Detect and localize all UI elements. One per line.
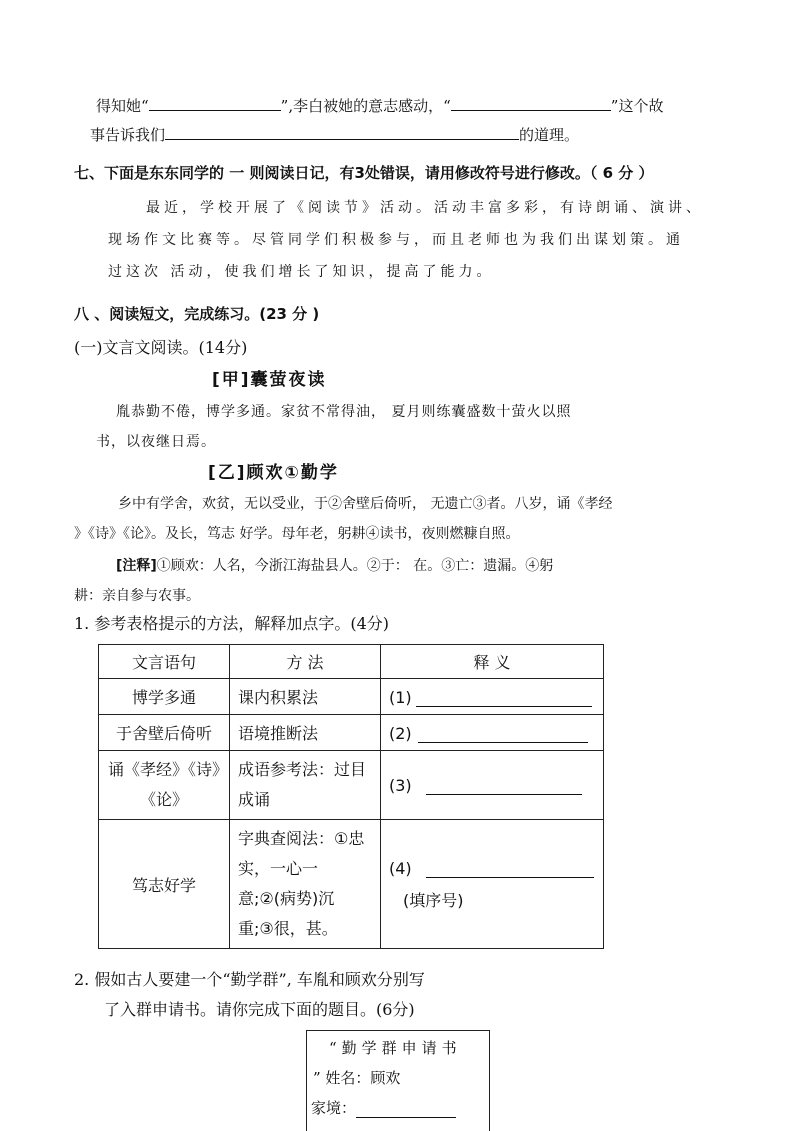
subquestion-2-prompt-line-1: 2. 假如古人要建一个“勤学群”, 车胤和顾欢分别写 [74,970,425,989]
table-row [99,820,604,949]
table-cell-answer: (1) [381,679,604,715]
annotation-label: [注释] [116,558,157,574]
answer-blank[interactable] [416,687,592,707]
table-row [99,679,604,715]
answer-blank[interactable] [426,858,594,878]
subquestion-1-prompt: 1. 参考表格提示的方法，解释加点字。(4分) [74,614,390,633]
application-form [306,1030,490,1131]
table-header: 方 法 [230,645,381,679]
answer-blank[interactable] [426,775,582,795]
reference-table [98,644,604,949]
diary-line-2: 现场作文比赛等。尽管同学们积极参与，而且老师也为我们出谋划策。通 [108,232,684,248]
table-cell-phrase: 博学多通 [99,679,230,715]
passage-jia-title: [甲]囊萤夜读 [212,370,327,390]
form-title: “勤学群申请书 [329,1039,462,1057]
passage-jia-line-1: 胤恭勤不倦，博学多通。家贫不常得油， 夏月则练囊盛数十萤火以照 [116,404,572,420]
section-1-heading: (一)文言文阅读。(14分) [74,338,248,357]
table-cell-method: 语境推断法 [230,715,381,751]
form-field-row [311,1097,456,1118]
table-row [99,751,604,820]
diary-line-1: 最近，学校开展了《阅读节》活动。活动丰富多彩，有诗朗诵、演讲、 [146,200,704,216]
table-header: 文言语句 [99,645,230,679]
answer-blank[interactable] [149,96,281,111]
answer-blank[interactable] [165,125,519,140]
answer-blank[interactable] [418,723,588,743]
answer-note: (填序号) [403,890,464,910]
form-field-input[interactable] [356,1099,456,1118]
table-cell-answer: (3) [381,751,604,820]
table-header: 释 义 [381,645,604,679]
table-cell-phrase: 于舍壁后倚听 [99,715,230,751]
diary-line-3: 过这次 活动，使我们增长了知识，提高了能力。 [108,264,495,280]
annotation-line-2: 耕：亲自参与农事。 [74,588,200,604]
question-8-title: 八 、阅读短文，完成练习。(23 分 ) [74,305,320,323]
table-row [99,715,604,751]
form-name-line: ” 姓名：顾欢 [313,1069,401,1087]
fill-line-1: 得知她“ ”,李白被她的意志感动，“ ”这个故 [96,97,664,115]
passage-yi-title: [乙]顾欢①勤学 [208,463,339,483]
passage-yi-line-1: 乡中有学舍，欢贫，无以受业，于②舍壁后倚听， 无遗亡③者。八岁，诵《孝经 [118,496,613,512]
table-cell-method: 成语参考法：过目成诵 [230,751,381,820]
form-field-label: 家境： [311,1099,357,1117]
table-cell-method: 课内积累法 [230,679,381,715]
table-cell-phrase: 笃志好学 [99,820,230,949]
table-cell-method: 字典查阅法：①忠实，一心一 意;②(病势)沉 重;③很，甚。 [230,820,381,949]
passage-jia-line-2: 书，以夜继日焉。 [96,434,216,450]
annotation-line-1: [注释]①顾欢：人名，今浙江海盐县人。②于： 在。③亡：遗漏。④躬 [116,558,554,574]
table-cell-answer: (4) (填序号) [381,820,604,949]
question-7-title: 七、下面是东东同学的 一 则阅读日记，有3处错误，请用修改符号进行修改。（ 6 分 ） [74,164,654,182]
table-cell-phrase: 诵《孝经》《诗》《论》 [99,751,230,820]
table-cell-answer: (2) [381,715,604,751]
table-header-row [99,645,604,679]
subquestion-2-prompt-line-2: 了入群申请书。请你完成下面的题目。(6分) [104,1000,415,1019]
fill-line-2: 事告诉我们 的道理。 [90,126,580,144]
answer-blank[interactable] [451,96,611,111]
passage-yi-line-2: 》《诗》《论》。及长，笃志 好学。母年老，躬耕④读书，夜则燃糠自照。 [74,526,520,542]
